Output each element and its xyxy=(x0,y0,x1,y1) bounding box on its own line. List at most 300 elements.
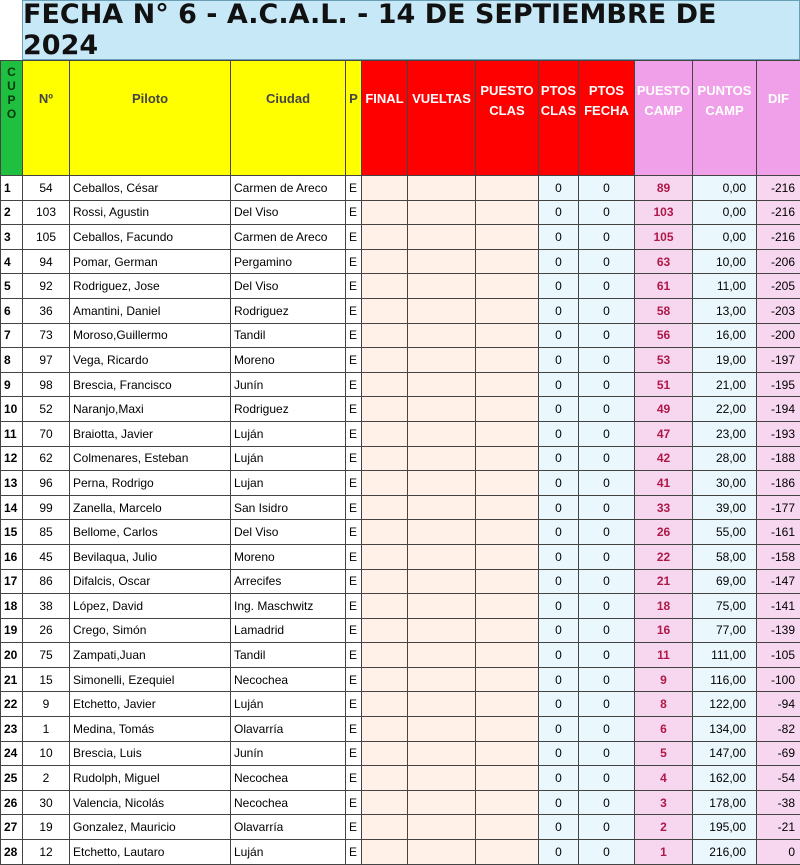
cell-p: E xyxy=(346,840,362,865)
cell-ptos-fecha: 0 xyxy=(579,790,635,815)
cell-cupo: 17 xyxy=(1,569,23,594)
cell-ptos-clas: 0 xyxy=(539,717,579,742)
cell-ptos-fecha: 0 xyxy=(579,471,635,496)
cell-num: 52 xyxy=(23,397,70,422)
table-row xyxy=(1,176,800,201)
cell-puesto-camp: 1 xyxy=(635,840,693,865)
cell-puesto-camp: 61 xyxy=(635,274,693,299)
cell-final xyxy=(362,446,408,471)
cell-puntos-camp: 30,00 xyxy=(693,471,757,496)
cell-puesto-clas xyxy=(476,446,539,471)
cell-dif: -82 xyxy=(757,717,800,742)
cell-cupo: 12 xyxy=(1,446,23,471)
cell-piloto: Moroso,Guillermo xyxy=(70,323,231,348)
cell-dif: -54 xyxy=(757,766,800,791)
cell-dif: -158 xyxy=(757,544,800,569)
cell-dif: -195 xyxy=(757,372,800,397)
cell-ciudad: Necochea xyxy=(231,790,346,815)
table-row xyxy=(1,200,800,225)
table-row xyxy=(1,643,800,668)
header-p: P xyxy=(346,61,362,176)
cell-num: 19 xyxy=(23,815,70,840)
table-row xyxy=(1,692,800,717)
cell-p: E xyxy=(346,520,362,545)
cell-ptos-fecha: 0 xyxy=(579,225,635,250)
cell-final xyxy=(362,815,408,840)
cell-puntos-camp: 0,00 xyxy=(693,176,757,201)
cell-vueltas xyxy=(408,421,476,446)
cell-num: 1 xyxy=(23,717,70,742)
cell-puesto-camp: 16 xyxy=(635,618,693,643)
header-piloto: Piloto xyxy=(70,61,231,176)
cell-ptos-fecha: 0 xyxy=(579,618,635,643)
cell-puesto-clas xyxy=(476,692,539,717)
header-cupo-letter: O xyxy=(1,107,22,121)
cell-cupo: 10 xyxy=(1,397,23,422)
cell-num: 45 xyxy=(23,544,70,569)
cell-ptos-fecha: 0 xyxy=(579,544,635,569)
cell-final xyxy=(362,667,408,692)
cell-ciudad: Junín xyxy=(231,372,346,397)
cell-puesto-camp: 103 xyxy=(635,200,693,225)
cell-puesto-clas xyxy=(476,421,539,446)
cell-final xyxy=(362,840,408,865)
cell-ptos-fecha: 0 xyxy=(579,717,635,742)
cell-piloto: Etchetto, Lautaro xyxy=(70,840,231,865)
cell-puesto-clas xyxy=(476,348,539,373)
cell-piloto: Rodriguez, Jose xyxy=(70,274,231,299)
cell-cupo: 13 xyxy=(1,471,23,496)
cell-ptos-fecha: 0 xyxy=(579,200,635,225)
cell-ptos-fecha: 0 xyxy=(579,274,635,299)
cell-puesto-camp: 58 xyxy=(635,298,693,323)
cell-piloto: Colmenares, Esteban xyxy=(70,446,231,471)
cell-cupo: 25 xyxy=(1,766,23,791)
cell-ptos-clas: 0 xyxy=(539,471,579,496)
cell-puesto-clas xyxy=(476,495,539,520)
cell-puntos-camp: 69,00 xyxy=(693,569,757,594)
cell-piloto: Difalcis, Oscar xyxy=(70,569,231,594)
table-row xyxy=(1,790,800,815)
cell-cupo: 27 xyxy=(1,815,23,840)
cell-p: E xyxy=(346,667,362,692)
cell-dif: -197 xyxy=(757,348,800,373)
cell-ptos-clas: 0 xyxy=(539,249,579,274)
cell-ptos-clas: 0 xyxy=(539,569,579,594)
cell-ciudad: Rodriguez xyxy=(231,298,346,323)
cell-puntos-camp: 195,00 xyxy=(693,815,757,840)
cell-p: E xyxy=(346,471,362,496)
cell-piloto: Perna, Rodrigo xyxy=(70,471,231,496)
cell-piloto: Rossi, Agustin xyxy=(70,200,231,225)
cell-num: 30 xyxy=(23,790,70,815)
cell-ciudad: Luján xyxy=(231,692,346,717)
cell-puesto-clas xyxy=(476,766,539,791)
cell-ptos-fecha: 0 xyxy=(579,667,635,692)
cell-final xyxy=(362,741,408,766)
cell-num: 105 xyxy=(23,225,70,250)
cell-puntos-camp: 13,00 xyxy=(693,298,757,323)
cell-num: 92 xyxy=(23,274,70,299)
cell-vueltas xyxy=(408,397,476,422)
header-puesto-clas: PUESTO CLAS xyxy=(476,61,539,176)
cell-ciudad: Pergamino xyxy=(231,249,346,274)
cell-puesto-clas xyxy=(476,717,539,742)
cell-final xyxy=(362,643,408,668)
cell-vueltas xyxy=(408,741,476,766)
cell-ptos-clas: 0 xyxy=(539,544,579,569)
cell-vueltas xyxy=(408,298,476,323)
cell-cupo: 11 xyxy=(1,421,23,446)
cell-puesto-clas xyxy=(476,298,539,323)
cell-dif: -141 xyxy=(757,594,800,619)
cell-puntos-camp: 11,00 xyxy=(693,274,757,299)
cell-puesto-clas xyxy=(476,225,539,250)
cell-puntos-camp: 75,00 xyxy=(693,594,757,619)
cell-ptos-clas: 0 xyxy=(539,298,579,323)
cell-num: 9 xyxy=(23,692,70,717)
cell-num: 85 xyxy=(23,520,70,545)
cell-piloto: Simonelli, Ezequiel xyxy=(70,667,231,692)
cell-p: E xyxy=(346,348,362,373)
cell-p: E xyxy=(346,446,362,471)
cell-num: 97 xyxy=(23,348,70,373)
cell-ptos-clas: 0 xyxy=(539,520,579,545)
cell-dif: -177 xyxy=(757,495,800,520)
cell-ciudad: Carmen de Areco xyxy=(231,176,346,201)
cell-vueltas xyxy=(408,790,476,815)
cell-dif: -21 xyxy=(757,815,800,840)
cell-cupo: 4 xyxy=(1,249,23,274)
cell-dif: -186 xyxy=(757,471,800,496)
cell-ciudad: Rodriguez xyxy=(231,397,346,422)
cell-puesto-camp: 11 xyxy=(635,643,693,668)
cell-puesto-camp: 22 xyxy=(635,544,693,569)
cell-num: 15 xyxy=(23,667,70,692)
table-row xyxy=(1,667,800,692)
cell-ptos-fecha: 0 xyxy=(579,741,635,766)
cell-ptos-clas: 0 xyxy=(539,643,579,668)
cell-cupo: 16 xyxy=(1,544,23,569)
cell-puesto-camp: 53 xyxy=(635,348,693,373)
table-row xyxy=(1,471,800,496)
cell-final xyxy=(362,569,408,594)
cell-puntos-camp: 147,00 xyxy=(693,741,757,766)
cell-ciudad: Del Viso xyxy=(231,200,346,225)
cell-vueltas xyxy=(408,274,476,299)
cell-dif: -216 xyxy=(757,225,800,250)
cell-vueltas xyxy=(408,643,476,668)
cell-dif: -205 xyxy=(757,274,800,299)
cell-puesto-camp: 89 xyxy=(635,176,693,201)
cell-final xyxy=(362,495,408,520)
cell-ptos-clas: 0 xyxy=(539,495,579,520)
cell-puesto-clas xyxy=(476,397,539,422)
cell-ptos-fecha: 0 xyxy=(579,176,635,201)
cell-piloto: Brescia, Luis xyxy=(70,741,231,766)
cell-dif: -161 xyxy=(757,520,800,545)
table-row xyxy=(1,348,800,373)
cell-p: E xyxy=(346,495,362,520)
cell-vueltas xyxy=(408,323,476,348)
cell-puntos-camp: 178,00 xyxy=(693,790,757,815)
cell-puntos-camp: 10,00 xyxy=(693,249,757,274)
cell-dif: -193 xyxy=(757,421,800,446)
cell-cupo: 5 xyxy=(1,274,23,299)
cell-p: E xyxy=(346,790,362,815)
cell-cupo: 2 xyxy=(1,200,23,225)
cell-ptos-clas: 0 xyxy=(539,372,579,397)
cell-ptos-fecha: 0 xyxy=(579,520,635,545)
cell-puesto-camp: 9 xyxy=(635,667,693,692)
cell-puesto-clas xyxy=(476,569,539,594)
table-row xyxy=(1,298,800,323)
cell-vueltas xyxy=(408,249,476,274)
cell-cupo: 28 xyxy=(1,840,23,865)
cell-num: 98 xyxy=(23,372,70,397)
cell-piloto: Valencia, Nicolás xyxy=(70,790,231,815)
cell-puesto-camp: 6 xyxy=(635,717,693,742)
cell-ptos-fecha: 0 xyxy=(579,249,635,274)
cell-final xyxy=(362,372,408,397)
cell-puesto-camp: 51 xyxy=(635,372,693,397)
cell-puesto-clas xyxy=(476,594,539,619)
cell-ciudad: San Isidro xyxy=(231,495,346,520)
cell-ciudad: Olavarría xyxy=(231,717,346,742)
table-row xyxy=(1,569,800,594)
table-row xyxy=(1,815,800,840)
cell-puesto-clas xyxy=(476,372,539,397)
header-puntos-camp: PUNTOS CAMP xyxy=(693,61,757,176)
cell-ptos-clas: 0 xyxy=(539,176,579,201)
cell-dif: 0 xyxy=(757,840,800,865)
cell-puntos-camp: 58,00 xyxy=(693,544,757,569)
cell-ptos-fecha: 0 xyxy=(579,643,635,668)
cell-cupo: 14 xyxy=(1,495,23,520)
cell-vueltas xyxy=(408,594,476,619)
cell-ptos-clas: 0 xyxy=(539,397,579,422)
cell-p: E xyxy=(346,815,362,840)
cell-num: 10 xyxy=(23,741,70,766)
cell-piloto: Pomar, German xyxy=(70,249,231,274)
cell-ciudad: Luján xyxy=(231,446,346,471)
cell-ciudad: Carmen de Areco xyxy=(231,225,346,250)
header-cupo xyxy=(1,61,23,176)
cell-num: 54 xyxy=(23,176,70,201)
header-vueltas: VUELTAS xyxy=(408,61,476,176)
cell-vueltas xyxy=(408,717,476,742)
cell-ciudad: Lamadrid xyxy=(231,618,346,643)
cell-puntos-camp: 19,00 xyxy=(693,348,757,373)
cell-puesto-camp: 63 xyxy=(635,249,693,274)
cell-final xyxy=(362,225,408,250)
cell-p: E xyxy=(346,323,362,348)
cell-cupo: 21 xyxy=(1,667,23,692)
cell-p: E xyxy=(346,298,362,323)
cell-vueltas xyxy=(408,520,476,545)
cell-vueltas xyxy=(408,372,476,397)
cell-cupo: 24 xyxy=(1,741,23,766)
cell-ciudad: Del Viso xyxy=(231,274,346,299)
cell-puesto-clas xyxy=(476,840,539,865)
cell-piloto: Naranjo,Maxi xyxy=(70,397,231,422)
table-row xyxy=(1,840,800,865)
cell-piloto: Braiotta, Javier xyxy=(70,421,231,446)
cell-num: 99 xyxy=(23,495,70,520)
cell-ptos-fecha: 0 xyxy=(579,397,635,422)
cell-final xyxy=(362,397,408,422)
cell-dif: -188 xyxy=(757,446,800,471)
cell-vueltas xyxy=(408,495,476,520)
cell-vueltas xyxy=(408,225,476,250)
cell-ptos-fecha: 0 xyxy=(579,323,635,348)
cell-final xyxy=(362,200,408,225)
cell-p: E xyxy=(346,717,362,742)
cell-final xyxy=(362,298,408,323)
table-row xyxy=(1,421,800,446)
header-num: Nº xyxy=(23,61,70,176)
cell-puesto-clas xyxy=(476,544,539,569)
cell-puntos-camp: 0,00 xyxy=(693,225,757,250)
cell-puesto-camp: 49 xyxy=(635,397,693,422)
cell-p: E xyxy=(346,225,362,250)
cell-cupo: 15 xyxy=(1,520,23,545)
cell-cupo: 22 xyxy=(1,692,23,717)
cell-num: 94 xyxy=(23,249,70,274)
cell-puesto-camp: 4 xyxy=(635,766,693,791)
cell-puntos-camp: 21,00 xyxy=(693,372,757,397)
cell-num: 26 xyxy=(23,618,70,643)
table-row xyxy=(1,741,800,766)
header-ptos-clas: PTOS CLAS xyxy=(539,61,579,176)
cell-final xyxy=(362,594,408,619)
cell-vueltas xyxy=(408,766,476,791)
cell-cupo: 6 xyxy=(1,298,23,323)
cell-piloto: Medina, Tomás xyxy=(70,717,231,742)
cell-ciudad: Moreno xyxy=(231,348,346,373)
cell-final xyxy=(362,323,408,348)
cell-vueltas xyxy=(408,815,476,840)
cell-puesto-clas xyxy=(476,323,539,348)
table-row xyxy=(1,446,800,471)
cell-puntos-camp: 28,00 xyxy=(693,446,757,471)
cell-dif: -200 xyxy=(757,323,800,348)
cell-dif: -216 xyxy=(757,200,800,225)
cell-ciudad: Lujan xyxy=(231,471,346,496)
cell-vueltas xyxy=(408,618,476,643)
cell-num: 62 xyxy=(23,446,70,471)
cell-ptos-clas: 0 xyxy=(539,200,579,225)
standings-rows xyxy=(1,176,800,865)
cell-piloto: Crego, Simón xyxy=(70,618,231,643)
cell-ciudad: Junín xyxy=(231,741,346,766)
cell-final xyxy=(362,520,408,545)
cell-puesto-camp: 47 xyxy=(635,421,693,446)
table-row xyxy=(1,397,800,422)
cell-piloto: López, David xyxy=(70,594,231,619)
cell-dif: -194 xyxy=(757,397,800,422)
table-row xyxy=(1,717,800,742)
cell-ptos-clas: 0 xyxy=(539,323,579,348)
cell-ciudad: Tandil xyxy=(231,323,346,348)
cell-final xyxy=(362,348,408,373)
cell-puesto-clas xyxy=(476,667,539,692)
cell-puntos-camp: 77,00 xyxy=(693,618,757,643)
cell-dif: -147 xyxy=(757,569,800,594)
cell-vueltas xyxy=(408,176,476,201)
cell-puesto-clas xyxy=(476,643,539,668)
cell-ptos-clas: 0 xyxy=(539,421,579,446)
cell-ptos-fecha: 0 xyxy=(579,569,635,594)
cell-ptos-clas: 0 xyxy=(539,274,579,299)
cell-num: 75 xyxy=(23,643,70,668)
cell-final xyxy=(362,176,408,201)
cell-num: 38 xyxy=(23,594,70,619)
cell-ptos-clas: 0 xyxy=(539,225,579,250)
cell-puesto-clas xyxy=(476,200,539,225)
cell-dif: -100 xyxy=(757,667,800,692)
cell-vueltas xyxy=(408,200,476,225)
cell-vueltas xyxy=(408,667,476,692)
header-final: FINAL xyxy=(362,61,408,176)
cell-ciudad: Tandil xyxy=(231,643,346,668)
cell-p: E xyxy=(346,741,362,766)
cell-p: E xyxy=(346,569,362,594)
cell-piloto: Amantini, Daniel xyxy=(70,298,231,323)
cell-ptos-clas: 0 xyxy=(539,446,579,471)
cell-puesto-clas xyxy=(476,520,539,545)
cell-final xyxy=(362,421,408,446)
cell-ciudad: Moreno xyxy=(231,544,346,569)
table-row xyxy=(1,495,800,520)
cell-puesto-clas xyxy=(476,249,539,274)
cell-puntos-camp: 39,00 xyxy=(693,495,757,520)
cell-cupo: 3 xyxy=(1,225,23,250)
cell-vueltas xyxy=(408,692,476,717)
cell-p: E xyxy=(346,618,362,643)
cell-final xyxy=(362,544,408,569)
cell-p: E xyxy=(346,176,362,201)
cell-p: E xyxy=(346,643,362,668)
header-ptos-fecha: PTOS FECHA xyxy=(579,61,635,176)
cell-p: E xyxy=(346,249,362,274)
cell-dif: -69 xyxy=(757,741,800,766)
cell-ptos-clas: 0 xyxy=(539,741,579,766)
cell-ptos-clas: 0 xyxy=(539,618,579,643)
cell-vueltas xyxy=(408,471,476,496)
cell-num: 103 xyxy=(23,200,70,225)
cell-p: E xyxy=(346,766,362,791)
cell-piloto: Ceballos, Facundo xyxy=(70,225,231,250)
cell-final xyxy=(362,471,408,496)
cell-ptos-clas: 0 xyxy=(539,815,579,840)
cell-ptos-fecha: 0 xyxy=(579,298,635,323)
cell-ptos-fecha: 0 xyxy=(579,815,635,840)
cell-cupo: 7 xyxy=(1,323,23,348)
cell-vueltas xyxy=(408,840,476,865)
cell-ptos-fecha: 0 xyxy=(579,594,635,619)
table-row xyxy=(1,766,800,791)
cell-ciudad: Luján xyxy=(231,421,346,446)
cell-ptos-fecha: 0 xyxy=(579,495,635,520)
cell-final xyxy=(362,274,408,299)
cell-cupo: 18 xyxy=(1,594,23,619)
cell-cupo: 8 xyxy=(1,348,23,373)
cell-final xyxy=(362,717,408,742)
cell-puesto-camp: 105 xyxy=(635,225,693,250)
cell-puesto-camp: 21 xyxy=(635,569,693,594)
cell-ptos-fecha: 0 xyxy=(579,421,635,446)
